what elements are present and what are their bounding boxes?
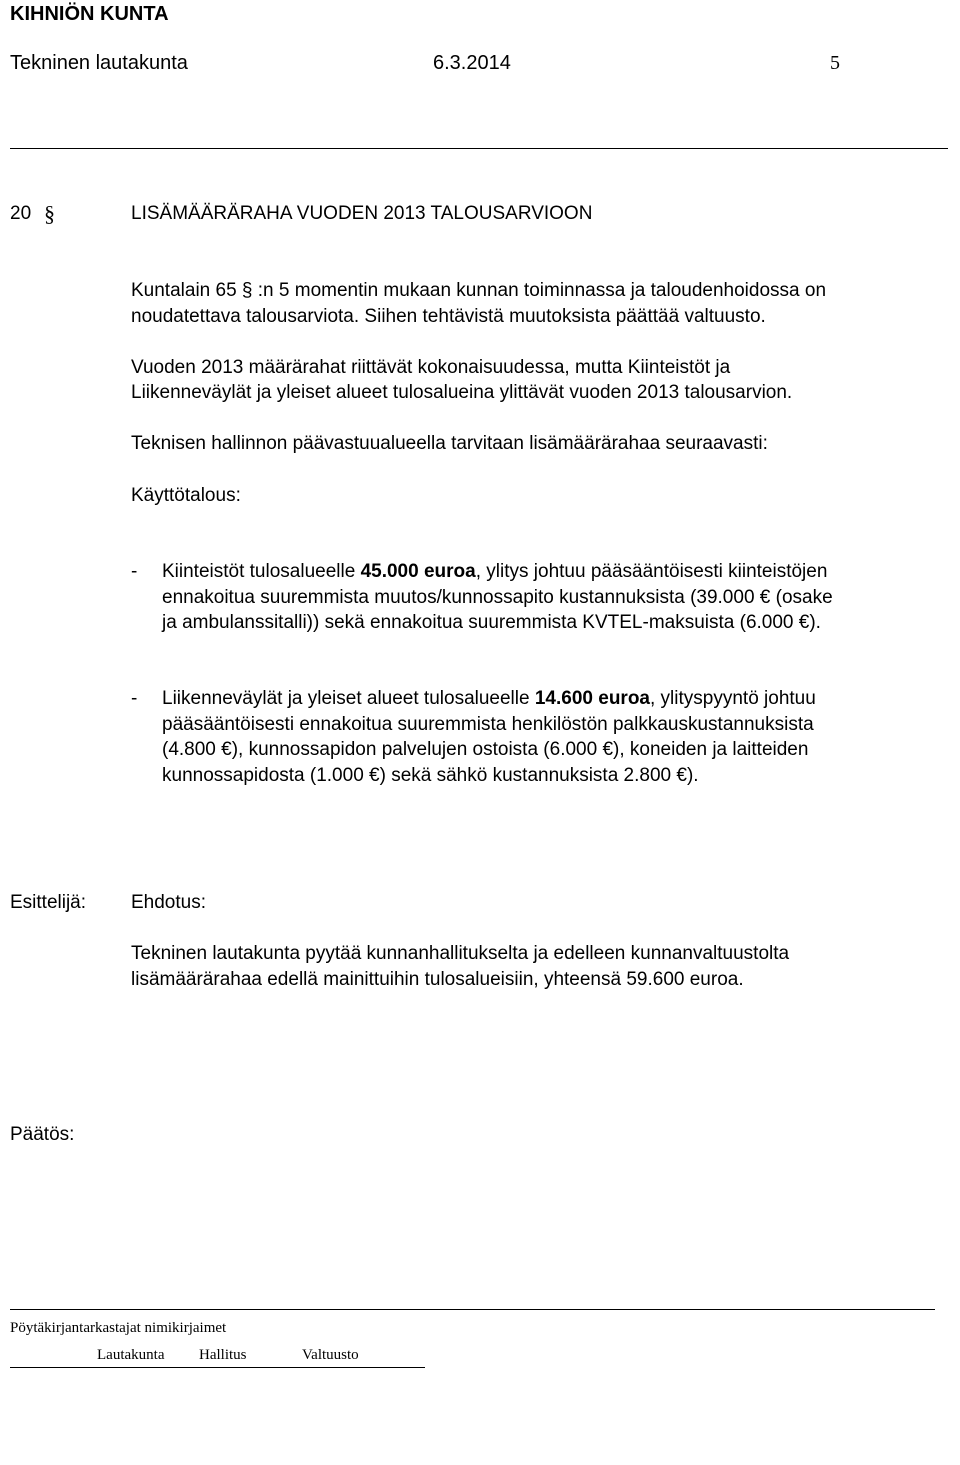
paragraph-budget-line2: Liikenneväylät ja yleiset alueet tulosalueina ylittävät vuoden 2013 talousarvion. (131, 382, 793, 403)
footer-bottom-divider (10, 1367, 425, 1368)
decision-label: Päätös: (10, 1124, 75, 1145)
section-number: 20 (10, 203, 32, 224)
item-property-text: Kiinteistöt tulosalueelle (162, 561, 361, 582)
item-traffic-line4: kunnossapidosta (1.000 €) sekä sähkö kustannuksista 2.800 €). (162, 765, 699, 786)
section-sign: § (44, 201, 55, 226)
proposal-line1: Tekninen lautakunta pyytää kunnanhallitukselta ja edelleen kunnanvaltuustolta (131, 943, 790, 964)
item-property-amount: 45.000 euroa (360, 561, 476, 582)
item-traffic-line2: pääsääntöisesti ennakoitua suuremmista henkilöstön palkkauskustannuksista (162, 714, 814, 735)
paragraph-need: Teknisen hallinnon päävastuualueella tarvitaan lisämäärärahaa seuraavasti: (131, 433, 768, 454)
meeting-date: 6.3.2014 (433, 52, 511, 74)
item-property-text-cont: , ylitys johtuu pääsääntöisesti kiinteistöjen (475, 561, 828, 582)
item-property-line3: ja ambulanssitalli)) sekä ennakoitua suuremmista KVTEL-maksuista (6.000 €). (162, 612, 821, 633)
item-property-line2: ennakoitua suuremmista muutos/kunnossapito kustannuksista (39.000 € (osake (162, 587, 833, 608)
item-traffic-text: Liikenneväylät ja yleiset alueet tulosalueelle (162, 688, 535, 709)
proposal-line2: lisämäärärahaa edellä mainittuihin tulosalueisiin, yhteensä 59.600 euroa. (131, 969, 744, 990)
item-traffic-line3: (4.800 €), kunnossapidon palvelujen ostoista (6.000 €), koneiden ja laitteiden (162, 739, 809, 760)
item-traffic-amount: 14.600 euroa (534, 688, 650, 709)
operating-economy-label: Käyttötalous: (131, 485, 241, 506)
footer-divider (10, 1309, 935, 1310)
committee-name: Tekninen lautakunta (10, 52, 188, 74)
paragraph-law-line2: noudatettava talousarviota. Siihen tehtävistä muutoksista päättää valtuusto. (131, 306, 766, 327)
header-divider (10, 148, 948, 149)
list-bullet: - (131, 688, 138, 709)
list-bullet: - (131, 561, 138, 582)
footer-col-board: Lautakunta (97, 1347, 165, 1363)
item-property-line1 (162, 561, 827, 583)
paragraph-law-line1: Kuntalain 65 § :n 5 momentin mukaan kunnan toiminnassa ja taloudenhoidossa on (131, 280, 827, 301)
presenter-label: Esittelijä: (10, 892, 87, 913)
section-title: LISÄMÄÄRÄRAHA VUODEN 2013 TALOUSARVIOON (131, 203, 593, 224)
page-number: 5 (830, 52, 840, 74)
proposal-label: Ehdotus: (131, 892, 206, 913)
item-traffic-text-cont: , ylityspyyntö johtuu (650, 688, 816, 709)
footer-col-government: Hallitus (199, 1347, 247, 1363)
item-traffic-line1 (162, 688, 816, 710)
inspectors-label: Pöytäkirjantarkastajat nimikirjaimet (10, 1320, 227, 1336)
municipality-name: KIHNIÖN KUNTA (10, 3, 169, 25)
footer-col-council: Valtuusto (302, 1347, 359, 1363)
paragraph-budget-line1: Vuoden 2013 määrärahat riittävät kokonaisuudessa, mutta Kiinteistöt ja (131, 357, 731, 378)
